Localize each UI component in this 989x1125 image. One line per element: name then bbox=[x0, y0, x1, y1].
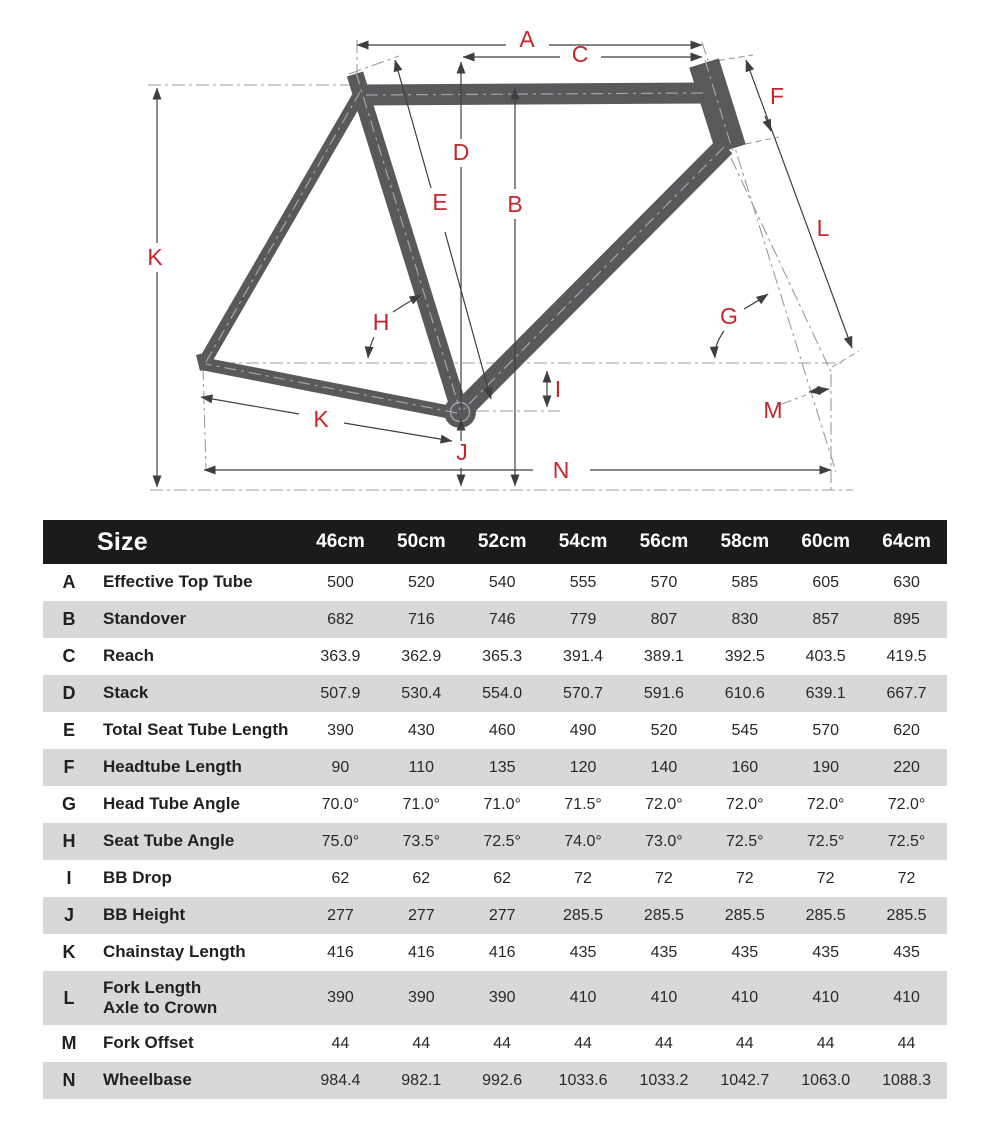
row-value: 44 bbox=[493, 1034, 512, 1052]
row-value: 403.5 bbox=[805, 647, 846, 665]
frame-geometry-diagram bbox=[0, 0, 989, 518]
row-value: 362.9 bbox=[401, 647, 442, 665]
row-value: 1063.0 bbox=[801, 1071, 851, 1089]
row-label: Standover bbox=[103, 609, 187, 629]
row-value: 830 bbox=[731, 610, 759, 628]
row-value: 44 bbox=[816, 1034, 835, 1052]
row-letter: H bbox=[62, 831, 76, 851]
row-value: 410 bbox=[731, 989, 759, 1006]
row-value: 435 bbox=[731, 943, 759, 961]
row-letter: B bbox=[62, 609, 76, 629]
row-value: 1033.2 bbox=[639, 1071, 689, 1089]
row-value: 667.7 bbox=[886, 684, 927, 702]
size-column-header-58cm: 58cm bbox=[720, 531, 770, 552]
row-value: 285.5 bbox=[643, 906, 684, 924]
row-letter: A bbox=[62, 572, 76, 592]
row-value: 500 bbox=[327, 573, 354, 591]
row-value: 545 bbox=[731, 721, 759, 739]
row-label: Fork Offset bbox=[103, 1033, 194, 1053]
row-label: Fork Length Axle to Crown bbox=[95, 978, 300, 1018]
row-value: 190 bbox=[812, 758, 840, 776]
table-row-n bbox=[43, 1062, 947, 1099]
dim-label-m: M bbox=[763, 397, 783, 423]
row-value: 410 bbox=[812, 989, 840, 1006]
row-letter: D bbox=[62, 683, 76, 703]
row-value: 530.4 bbox=[401, 684, 442, 702]
row-label: Reach bbox=[103, 646, 155, 666]
row-letter: E bbox=[62, 720, 75, 740]
row-value: 1033.6 bbox=[558, 1071, 608, 1089]
tube-centerlines bbox=[206, 60, 733, 413]
row-value: 419.5 bbox=[886, 647, 927, 665]
row-value: 682 bbox=[327, 610, 354, 628]
row-value: 44 bbox=[655, 1034, 673, 1052]
size-header-label: Size bbox=[97, 527, 148, 556]
row-value: 716 bbox=[407, 610, 435, 628]
row-value: 285.5 bbox=[563, 906, 604, 924]
row-value: 72.0° bbox=[726, 795, 764, 813]
row-value: 520 bbox=[650, 721, 678, 739]
row-value: 554.0 bbox=[482, 684, 523, 702]
table-row-a bbox=[43, 564, 947, 601]
row-letter: C bbox=[62, 646, 76, 666]
row-value: 1088.3 bbox=[882, 1071, 932, 1089]
dim-h-arrow-tube bbox=[393, 295, 421, 312]
row-value: 460 bbox=[488, 721, 516, 739]
row-letter: I bbox=[66, 868, 72, 888]
dim-g-arrow-axis bbox=[744, 294, 768, 309]
row-label-line2: Axle to Crown bbox=[103, 998, 218, 1017]
row-value: 807 bbox=[650, 610, 678, 628]
row-value: 435 bbox=[812, 943, 840, 961]
size-column-header-52cm: 52cm bbox=[477, 531, 527, 552]
row-value: 277 bbox=[407, 906, 435, 924]
row-value: 72.5° bbox=[726, 832, 764, 850]
table-row-j bbox=[43, 897, 947, 934]
row-value: 62 bbox=[412, 869, 431, 887]
row-value: 520 bbox=[407, 573, 435, 591]
row-value: 507.9 bbox=[320, 684, 361, 702]
row-value: 44 bbox=[574, 1034, 592, 1052]
row-value: 73.5° bbox=[402, 832, 441, 850]
row-value: 992.6 bbox=[482, 1071, 523, 1089]
row-label: Head Tube Angle bbox=[103, 794, 240, 814]
row-value: 982.1 bbox=[401, 1071, 442, 1089]
row-value: 71.0° bbox=[402, 795, 441, 813]
row-value: 140 bbox=[650, 758, 678, 776]
table-row-f bbox=[43, 749, 947, 786]
row-value: 591.6 bbox=[643, 684, 684, 702]
row-letter: K bbox=[62, 942, 76, 962]
dim-label-e: E bbox=[432, 189, 448, 215]
row-value: 605 bbox=[812, 573, 840, 591]
row-value: 435 bbox=[893, 943, 920, 961]
dim-label-k-vertical: K bbox=[147, 244, 163, 270]
row-value: 390 bbox=[488, 989, 516, 1006]
dim-g-arrow-horiz bbox=[715, 331, 724, 358]
dim-label-f: F bbox=[769, 83, 785, 109]
row-value: 72 bbox=[897, 869, 916, 887]
row-letter: G bbox=[61, 794, 76, 814]
row-value: 72 bbox=[735, 869, 754, 887]
row-label: Seat Tube Angle bbox=[103, 831, 235, 851]
table-row-b bbox=[43, 601, 947, 638]
size-table-header bbox=[43, 520, 947, 564]
row-value: 44 bbox=[897, 1034, 916, 1052]
row-value: 277 bbox=[327, 906, 354, 924]
row-value: 72.0° bbox=[806, 795, 845, 813]
row-value: 365.3 bbox=[482, 647, 523, 665]
row-value: 285.5 bbox=[805, 906, 846, 924]
row-value: 416 bbox=[407, 943, 435, 961]
row-value: 44 bbox=[331, 1034, 350, 1052]
dim-label-j: J bbox=[456, 439, 468, 465]
row-value: 857 bbox=[812, 610, 840, 628]
row-value: 570 bbox=[650, 573, 678, 591]
row-value: 62 bbox=[331, 869, 350, 887]
row-value: 363.9 bbox=[320, 647, 361, 665]
row-value: 392.5 bbox=[724, 647, 765, 665]
row-value: 72.5° bbox=[483, 832, 521, 850]
row-value: 72.0° bbox=[887, 795, 926, 813]
dim-h-arrow-horiz bbox=[368, 337, 374, 358]
row-value: 44 bbox=[735, 1034, 754, 1052]
row-value: 285.5 bbox=[724, 906, 765, 924]
row-value: 1042.7 bbox=[720, 1071, 770, 1089]
row-value: 74.0° bbox=[564, 832, 602, 850]
dim-label-d: D bbox=[452, 139, 470, 165]
size-column-header-50cm: 50cm bbox=[397, 531, 446, 552]
row-value: 72.0° bbox=[645, 795, 683, 813]
row-value: 620 bbox=[893, 721, 920, 739]
row-value: 416 bbox=[488, 943, 516, 961]
fork-blade-line bbox=[731, 158, 831, 372]
row-value: 410 bbox=[893, 989, 920, 1006]
dim-label-a: A bbox=[519, 26, 535, 52]
row-value: 639.1 bbox=[805, 684, 846, 702]
row-value: 391.4 bbox=[563, 647, 604, 665]
size-column-header-56cm: 56cm bbox=[639, 531, 689, 552]
row-value: 72 bbox=[816, 869, 835, 887]
head-tube bbox=[704, 63, 731, 149]
row-label: Effective Top Tube bbox=[103, 572, 253, 592]
row-value: 430 bbox=[407, 721, 435, 739]
dim-label-h: H bbox=[372, 309, 390, 335]
row-value: 135 bbox=[488, 758, 516, 776]
row-value: 160 bbox=[731, 758, 759, 776]
row-value: 390 bbox=[327, 721, 354, 739]
row-value: 389.1 bbox=[643, 647, 684, 665]
row-value: 75.0° bbox=[321, 832, 360, 850]
table-row-c bbox=[43, 638, 947, 675]
row-value: 71.5° bbox=[564, 795, 602, 813]
row-value: 72 bbox=[574, 869, 592, 887]
row-value: 746 bbox=[488, 610, 516, 628]
dim-k-chainstay-left bbox=[201, 397, 299, 414]
row-value: 610.6 bbox=[724, 684, 765, 702]
row-value: 71.0° bbox=[483, 795, 521, 813]
dim-k-chainstay-right bbox=[344, 423, 452, 441]
row-label: BB Height bbox=[103, 905, 186, 925]
size-column-header-46cm: 46cm bbox=[316, 531, 365, 552]
row-value: 585 bbox=[731, 573, 759, 591]
dim-label-c: C bbox=[571, 41, 589, 67]
row-value: 70.0° bbox=[321, 795, 360, 813]
row-label: BB Drop bbox=[103, 868, 172, 888]
dim-label-k-chainstay: K bbox=[313, 406, 329, 432]
row-value: 285.5 bbox=[886, 906, 927, 924]
row-value: 435 bbox=[569, 943, 597, 961]
row-label: Wheelbase bbox=[103, 1070, 192, 1090]
rear-dropout-extension bbox=[203, 367, 206, 470]
row-value: 72 bbox=[655, 869, 673, 887]
row-value: 416 bbox=[327, 943, 354, 961]
row-label: Total Seat Tube Length bbox=[103, 720, 289, 740]
row-value: 630 bbox=[893, 573, 920, 591]
dim-label-b: B bbox=[507, 191, 523, 217]
row-letter: J bbox=[63, 905, 74, 925]
size-table bbox=[43, 520, 947, 1099]
row-value: 410 bbox=[650, 989, 678, 1006]
row-value: 895 bbox=[893, 610, 920, 628]
axle-to-fork-extension bbox=[832, 351, 859, 367]
table-row-k bbox=[43, 934, 947, 971]
table-row-e bbox=[43, 712, 947, 749]
m-leader-line bbox=[779, 395, 806, 405]
row-value: 570.7 bbox=[563, 684, 604, 702]
row-value: 540 bbox=[488, 573, 516, 591]
row-value: 44 bbox=[412, 1034, 431, 1052]
table-row-d bbox=[43, 675, 947, 712]
row-label: Chainstay Length bbox=[103, 942, 246, 962]
size-column-header-64cm: 64cm bbox=[882, 531, 931, 552]
row-value: 72.5° bbox=[887, 832, 926, 850]
dim-label-g: G bbox=[720, 303, 738, 329]
row-value: 277 bbox=[488, 906, 516, 924]
row-value: 410 bbox=[569, 989, 597, 1006]
row-letter: M bbox=[61, 1033, 77, 1053]
row-value: 72.5° bbox=[806, 832, 845, 850]
row-value: 490 bbox=[569, 721, 597, 739]
table-row-h bbox=[43, 823, 947, 860]
row-value: 390 bbox=[327, 989, 354, 1006]
row-value: 555 bbox=[569, 573, 597, 591]
dim-e-top bbox=[395, 60, 431, 188]
dim-m bbox=[809, 389, 829, 392]
seat-tube bbox=[355, 74, 460, 412]
size-table-body bbox=[43, 564, 947, 1099]
row-value: 220 bbox=[893, 758, 920, 776]
row-value: 984.4 bbox=[320, 1071, 361, 1089]
size-column-header-60cm: 60cm bbox=[801, 531, 850, 552]
dim-label-l: L bbox=[816, 215, 830, 241]
row-value: 90 bbox=[331, 758, 350, 776]
dim-label-i: I bbox=[554, 376, 562, 402]
row-value: 779 bbox=[569, 610, 597, 628]
row-letter: F bbox=[63, 757, 75, 777]
row-value: 570 bbox=[812, 721, 840, 739]
row-letter: L bbox=[63, 987, 75, 1008]
table-row-m bbox=[43, 1025, 947, 1062]
row-value: 62 bbox=[493, 869, 512, 887]
row-label: Headtube Length bbox=[103, 757, 242, 777]
table-row-l bbox=[43, 971, 947, 1025]
table-row-g bbox=[43, 786, 947, 823]
row-letter: N bbox=[62, 1070, 76, 1090]
row-label: Stack bbox=[103, 683, 149, 703]
row-value: 435 bbox=[650, 943, 678, 961]
row-value: 73.0° bbox=[645, 832, 683, 850]
size-column-header-54cm: 54cm bbox=[558, 531, 608, 552]
dim-label-n: N bbox=[552, 457, 570, 483]
row-value: 120 bbox=[569, 758, 597, 776]
table-row-i bbox=[43, 860, 947, 897]
row-value: 110 bbox=[408, 758, 435, 776]
row-value: 390 bbox=[407, 989, 435, 1006]
frame bbox=[204, 63, 731, 414]
